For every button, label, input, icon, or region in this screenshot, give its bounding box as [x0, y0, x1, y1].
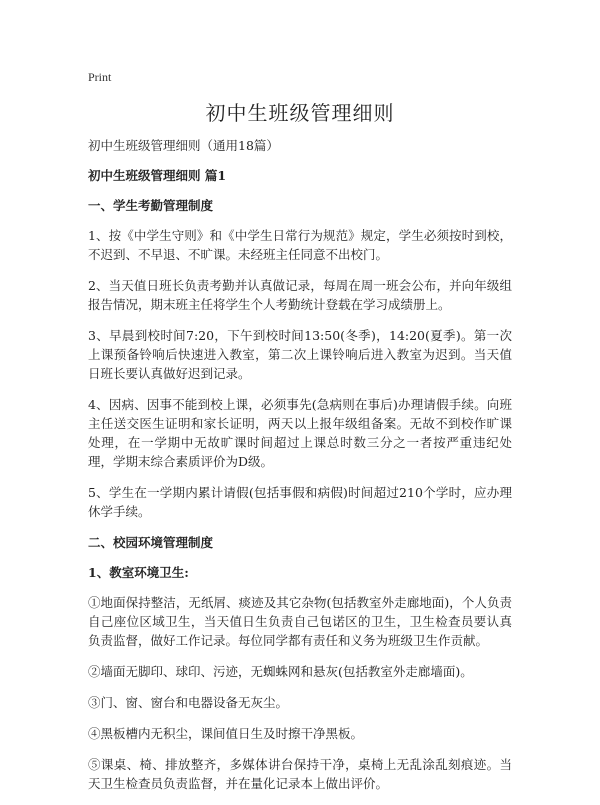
page-title: 初中生班级管理细则 [205, 101, 395, 125]
print-link[interactable]: Print [88, 70, 112, 84]
paragraph: 4、因病、因事不能到校上课，必须事先(急病则在事后)办理请假手续。向班主任送交医生证明和家长证明，两天以上报年级组备案。无故不到校作旷课处理，在一学期中无故旷课时间超过上课总时数三分之一者按严重违纪处理，学期末综合素质评价为D级。 [88, 397, 512, 469]
part2-sub-heading: 1、教室环境卫生: [88, 565, 189, 580]
document-body [88, 136, 512, 805]
paragraph: ④黑板槽内无积尘，课间值日生及时擦干净黑板。 [88, 726, 364, 741]
paragraph: ⑤课桌、椅、排放整齐，多媒体讲台保持干净，桌椅上无乱涂乱刻痕迹。当天卫生检查员负责监督，并在量化记录本上做出评价。 [88, 757, 512, 791]
part2-heading: 二、校园环境管理制度 [88, 535, 214, 550]
paragraph: ②墙面无脚印、球印、污迹，无蜘蛛网和悬灰(包括教室外走廊墙面)。 [88, 664, 473, 679]
paragraph: 2、当天值日班长负责考勤并认真做记录，每周在周一班会公布，并向年级组报告情况，期末班主任将学生个人考勤统计登载在学习成绩册上。 [88, 278, 512, 312]
paragraph: 5、学生在一学期内累计请假(包括事假和病假)时间超过210个学时，应办理休学手续。 [88, 485, 512, 519]
part1-heading: 一、学生考勤管理制度 [88, 198, 214, 213]
paragraph: ③门、窗、窗台和电器设备无灰尘。 [88, 695, 289, 710]
paragraph: 1、按《中学生守则》和《中学生日常行为规范》规定，学生必须按时到校，不迟到、不早退、不旷课。未经班主任同意不出校门。 [88, 228, 512, 262]
section-title: 初中生班级管理细则 篇1 [88, 168, 227, 183]
paragraph: ①地面保持整洁，无纸屑、痰迹及其它杂物(包括教室外走廊地面)，个人负责自己座位区域卫生，当天值日生负责自己包诺区的卫生，卫生检查员要认真负责监督，做好工作记录。每位同学都有责任和义务为班级卫生作贡献。 [88, 595, 512, 648]
paragraph: 3、早晨到校时间7:20，下午到校时间13:50(冬季)，14:20(夏季)。第一次上课预备铃响后快速进入教室，第二次上课铃响后进入教室为迟到。当天值日班长要认真做好迟到记录。 [88, 328, 512, 381]
document-subtitle: 初中生班级管理细则（通用18篇） [88, 138, 279, 153]
